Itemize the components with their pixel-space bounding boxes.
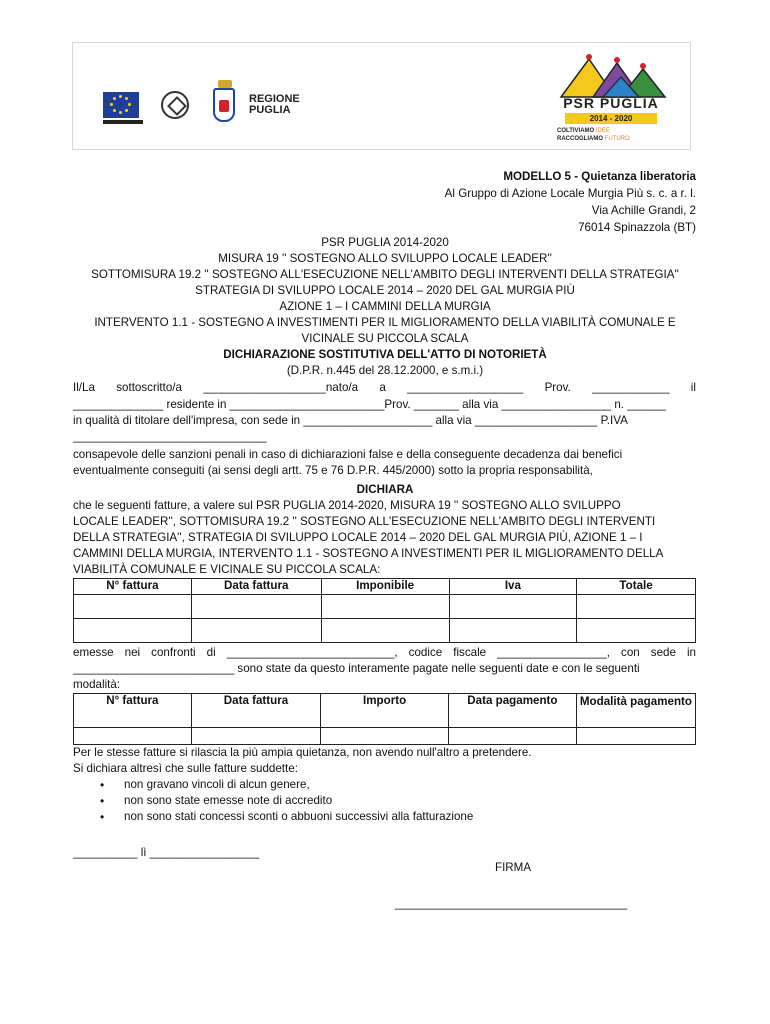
title-psr: PSR PUGLIA 2014-2020: [321, 236, 449, 249]
title-azione: AZIONE 1 – I CAMMINI DELLA MURGIA: [279, 300, 491, 313]
title-intervento-cont: VICINALE SU PICCOLA SCALA: [301, 332, 469, 345]
invoices-table: [73, 578, 696, 643]
dichiara-line1: che le seguenti fatture, a valere sul PSR PUGLIA 2014-2020, MISURA 19 '' SOSTEGNO ALLO SVILUPPO: [73, 499, 621, 512]
eu-flag-icon: [103, 92, 139, 118]
list-item: • non gravano vincoli di alcun genere,: [98, 777, 473, 793]
dichiara-line5: VIABILITÀ COMUNALE E VICINALE SU PICCOLA SCALA:: [73, 563, 381, 576]
conditions-list: [98, 777, 473, 825]
table-cell[interactable]: [74, 619, 192, 643]
declarant-line1: Il/La sottoscritto/a ___________________nato/a a __________________ Prov. ____________ il: [73, 381, 696, 394]
addressee-line3: 76014 Spinazzola (BT): [578, 221, 696, 234]
regione-puglia-emblem-icon: [213, 88, 235, 122]
table-cell[interactable]: [321, 619, 449, 643]
table-row: [74, 595, 696, 619]
title-dpr: (D.P.R. n.445 del 28.12.2000, e s.m.i.): [286, 364, 484, 377]
institutional-logos: [103, 83, 300, 127]
payments-header-cell: Modalità pagamento: [576, 694, 695, 728]
title-sottomisura: SOTTOMISURA 19.2 '' SOSTEGNO ALL'ESECUZIONE NELL'AMBITO DEGLI INTERVENTI DELLA STRATEGIA'': [91, 268, 679, 281]
psr-logo-motto: COLTIVIAMO IDEE RACCOGLIAMO FUTURO: [557, 128, 630, 142]
table-cell[interactable]: [191, 595, 321, 619]
payments-table: [73, 693, 696, 745]
table-cell[interactable]: [577, 619, 696, 643]
declarant-line3: in qualità di titolare dell'impresa, con sede in ____________________ alla via ___________________ P.IVA: [73, 414, 628, 427]
table-cell[interactable]: [449, 619, 576, 643]
invoices-table-header-row: [74, 579, 696, 595]
payments-header-cell: N° fattura: [74, 694, 192, 728]
table-cell[interactable]: [321, 728, 449, 745]
region-name-line1: REGIONE: [249, 93, 300, 105]
psr-logo-title: PSR PUGLIA: [563, 95, 659, 111]
declarant-line6: eventualmente conseguiti (ai sensi degli artt. 75 e 76 D.P.R. 445/2000) sotto la propria responsabilità,: [73, 464, 593, 477]
table-cell[interactable]: [191, 619, 321, 643]
closing-line1: Per le stesse fatture si rilascia la più ampia quietanza, non avendo null'altro a pretendere.: [73, 746, 532, 759]
table-cell[interactable]: [321, 595, 449, 619]
table-cell[interactable]: [448, 728, 576, 745]
signature-label: FIRMA: [495, 861, 532, 874]
place-date-field[interactable]: __________ lì _________________: [73, 846, 260, 859]
invoices-header-cell: N° fattura: [74, 579, 192, 595]
declarant-line5: consapevole delle sanzioni penali in caso di dichiarazioni false e della conseguente decadenza dai benefici: [73, 448, 623, 461]
declarant-line2: ______________ residente in ________________________Prov. _______ alla via _________________ n. ______: [73, 398, 666, 411]
list-item: • non sono stati concessi sconti o abbuoni successivi alla fatturazione: [98, 809, 473, 825]
table-row: [74, 728, 696, 745]
title-strategia: STRATEGIA DI SVILUPPO LOCALE 2014 – 2020 DEL GAL MURGIA PIÙ: [195, 284, 575, 297]
invoices-header-cell: Totale: [577, 579, 696, 595]
invoices-header-cell: Imponibile: [321, 579, 449, 595]
table-cell[interactable]: [576, 728, 695, 745]
psr-mountains-icon: [551, 49, 671, 99]
invoices-header-cell: Data fattura: [191, 579, 321, 595]
table-row: [74, 619, 696, 643]
title-intervento: INTERVENTO 1.1 - SOSTEGNO A INVESTIMENTI PER IL MIGLIORAMENTO DELLA VIABILITÀ COMUNALE E: [94, 316, 676, 329]
title-dichiarazione: DICHIARAZIONE SOSTITUTIVA DELL'ATTO DI NOTORIETÀ: [223, 348, 547, 361]
payments-header-cell: Data fattura: [191, 694, 321, 728]
addressee-line2: Via Achille Grandi, 2: [591, 204, 696, 217]
closing-line2: Si dichiara altresì che sulle fatture suddette:: [73, 762, 298, 775]
psr-logo-years: 2014 - 2020: [565, 113, 657, 124]
table-cell[interactable]: [191, 728, 321, 745]
model-title: MODELLO 5 - Quietanza liberatoria: [503, 170, 696, 183]
dichiara-line2: LOCALE LEADER'', SOTTOMISURA 19.2 '' SOSTEGNO ALL'ESECUZIONE NELL'AMBITO DEGLI INTERVENTI: [73, 515, 656, 528]
invoices-header-cell: Iva: [449, 579, 576, 595]
italian-republic-emblem-icon: [161, 91, 189, 119]
title-misura: MISURA 19 '' SOSTEGNO ALLO SVILUPPO LOCALE LEADER'': [218, 252, 552, 265]
issued-line2: _________________________ sono state da questo interamente pagate nelle seguenti date e con le seguenti: [73, 662, 640, 675]
payments-header-cell: Data pagamento: [448, 694, 576, 728]
regione-puglia-wordmark: [249, 94, 300, 116]
table-cell[interactable]: [74, 595, 192, 619]
table-cell[interactable]: [74, 728, 192, 745]
dichiara-heading: DICHIARA: [356, 483, 414, 496]
issued-line1: emesse nei confronti di __________________________, codice fiscale _________________, con sede in: [73, 646, 696, 659]
issued-line3: modalità:: [73, 678, 121, 691]
region-name-line2: PUGLIA: [249, 104, 291, 116]
payments-header-cell: Importo: [321, 694, 449, 728]
dichiara-line3: DELLA STRATEGIA'', STRATEGIA DI SVILUPPO LOCALE 2014 – 2020 DEL GAL MURGIA PIÙ, AZIONE 1 – I: [73, 531, 643, 544]
payments-table-header-row: [74, 694, 696, 728]
table-cell[interactable]: [577, 595, 696, 619]
addressee-line1: Al Gruppo di Azione Locale Murgia Più s. c. a r. l.: [444, 187, 696, 200]
logo-header: [72, 42, 691, 150]
list-item: • non sono state emesse note di accredito: [98, 793, 473, 809]
psr-puglia-logo: [551, 49, 671, 147]
dichiara-line4: CAMMINI DELLA MURGIA, INTERVENTO 1.1 - SOSTEGNO A INVESTIMENTI PER IL MIGLIORAMENTO DELLA: [73, 547, 664, 560]
table-cell[interactable]: [449, 595, 576, 619]
signature-line[interactable]: ____________________________________: [395, 897, 628, 910]
declarant-line4: ______________________________: [73, 430, 267, 443]
